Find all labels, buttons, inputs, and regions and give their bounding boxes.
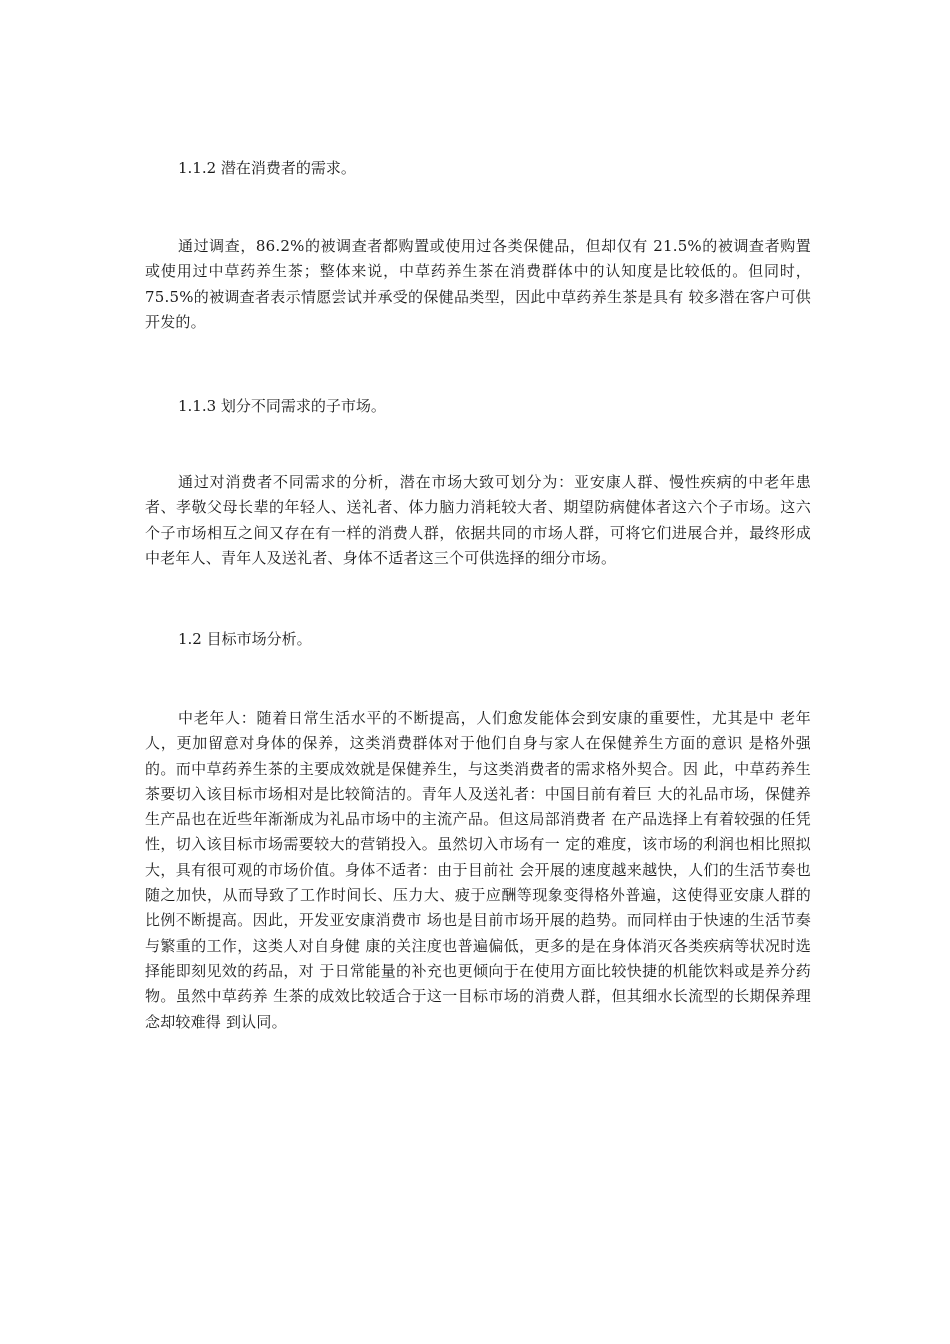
section-paragraph-1-2: 中老年人：随着日常生活水平的不断提高，人们愈发能体会到安康的重要性，尤其是中 老年人，更加留意对身体的保养，这类消费群体对于他们自身与家人在保健养生方面的意识 是格外强的。而中草药养生茶的主要成效就是保健养生，与这类消费者的需求格外契合。因 此，中草药养生茶要切入该目标市场相对是比较简洁的。青年人及送礼者：中国目前有着巨 大的礼品市场，保健养生产品也在近些年渐渐成为礼品市场中的主流产品。但这局部消费者 在产品选择上有着较强的任凭性，切入该目标市场需要较大的营销投入。虽然切入市场有一 定的难度，该市场的利润也相比照拟大，具有很可观的市场价值。身体不适者：由于目前社 会开展的速度越来越快，人们的生活节奏也随之加快，从而导致了工作时间长、压力大、疲于应酬等现象变得格外普遍，这使得亚安康人群的比例不断提高。因此，开发亚安康消费市 场也是目前市场开展的趋势。而同样由于快速的生活节奏与繁重的工作，这类人对自身健 康的关注度也普遍偏低，更多的是在身体消灭各类疾病等状况时选择能即刻见效的药品，对 于日常能量的补充也更倾向于在使用方面比较快捷的机能饮料或是养分药物。虽然中草药养 生茶的成效比较适合于这一目标市场的消费人群，但其细水长流型的长期保养理念却较难得 到认同。 — [145, 709, 811, 1031]
section-heading-1-1-2: 1.1.2 潜在消费者的需求。 — [178, 159, 356, 177]
section-paragraph-1-1-3: 通过对消费者不同需求的分析，潜在市场大致可划分为：亚安康人群、慢性疾病的中老年患者、孝敬父母长辈的年轻人、送礼者、体力脑力消耗较大者、期望防病健体者这六个子市场。这六个子市场相互之间又存在有一样的消费人群，依据共同的市场人群，可将它们进展合并，最终形成中老年人、青年人及送礼者、身体不适者这三个可供选择的细分市场。 — [145, 473, 811, 567]
section-heading-1-1-3: 1.1.3 划分不同需求的子市场。 — [178, 397, 386, 415]
section-paragraph-1-1-2: 通过调查，86.2%的被调查者都购置或使用过各类保健品，但却仅有 21.5%的被调查者购置或使用过中草药养生茶；整体来说，中草药养生茶在消费群体中的认知度是比较低的。但同时，75.5%的被调查者表示情愿尝试并承受的保健品类型，因此中草药养生茶是具有 较多潜在客户可供开发的。 — [145, 237, 811, 331]
section-heading-1-2: 1.2 目标市场分析。 — [178, 630, 312, 648]
